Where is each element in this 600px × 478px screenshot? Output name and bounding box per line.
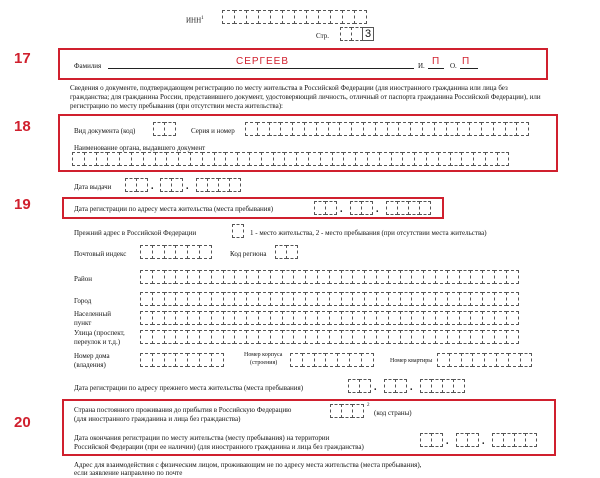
intro-text: Сведения о документе, подтверждающем регистрацию по месту жительства в Российской Федерации (для иностранного гражданина или лица без гражданства; для гражданина России, представившего документ, удостоверяющий личность, отличный от паспорта гражданина Российской Федерации), или регистрацию по месту пребывания (при отсутствии места жительства): xyxy=(70,84,541,110)
prev-reg-day-cells[interactable] xyxy=(348,379,370,393)
building-cells[interactable] xyxy=(290,353,373,367)
marker-20: 20 xyxy=(14,414,31,431)
footer-line-2: если заявление направлено по почте xyxy=(74,469,183,477)
country-sup: 2 xyxy=(367,403,370,408)
input-cell[interactable] xyxy=(453,379,465,393)
input-cell[interactable] xyxy=(506,330,519,344)
reg-date-label: Дата регистрации по адресу места жительства (места пребывания) xyxy=(74,205,274,213)
page-number: 3 xyxy=(365,28,372,40)
end-reg-day-cells[interactable] xyxy=(420,433,442,447)
street-label-2: переулок и т.д.) xyxy=(74,338,121,346)
reg-year-cells[interactable] xyxy=(386,201,430,215)
page-cells xyxy=(340,27,373,41)
input-cell[interactable] xyxy=(516,122,529,136)
name-initial-label: И. xyxy=(418,62,425,70)
country-code-cells[interactable] xyxy=(330,404,363,418)
house-label-1: Номер дома xyxy=(74,352,110,360)
issue-month-cells[interactable] xyxy=(160,178,182,192)
issue-day-cells[interactable] xyxy=(125,178,147,192)
input-cell[interactable] xyxy=(354,10,367,24)
input-cell[interactable] xyxy=(199,245,212,259)
input-cell[interactable] xyxy=(525,433,537,447)
prev-address-label: Прежний адрес в Российской Федерации xyxy=(74,229,197,237)
region-label: Код региона xyxy=(230,250,267,258)
prev-reg-month-cells[interactable] xyxy=(384,379,406,393)
country-code-hint: (код страны) xyxy=(374,409,412,417)
input-cell[interactable] xyxy=(497,152,510,166)
input-cell[interactable] xyxy=(229,178,241,192)
prev-reg-date-label: Дата регистрации по адресу прежнего места жительства (места пребывания) xyxy=(74,384,304,392)
input-cell[interactable] xyxy=(506,311,519,325)
house-cells[interactable] xyxy=(140,353,223,367)
locality-cells[interactable] xyxy=(140,311,518,325)
series-cells[interactable] xyxy=(245,122,528,136)
input-cell[interactable] xyxy=(232,224,244,238)
input-cell[interactable] xyxy=(431,433,443,447)
surname-label: Фамилия xyxy=(74,62,102,70)
prev-address-type-cell[interactable] xyxy=(232,224,243,238)
name-initial-value: П xyxy=(432,56,441,67)
region-cells[interactable] xyxy=(275,245,297,259)
street-label-1: Улица (проспект, xyxy=(74,329,125,337)
district-label: Район xyxy=(74,275,92,283)
locality-label-2: пункт xyxy=(74,319,92,327)
issuer-cells[interactable] xyxy=(72,152,508,166)
city-cells[interactable] xyxy=(140,292,518,306)
input-cell[interactable] xyxy=(467,433,479,447)
district-cells[interactable] xyxy=(140,270,518,284)
input-cell[interactable] xyxy=(164,122,176,136)
doc-type-cells[interactable] xyxy=(153,122,175,136)
input-cell[interactable] xyxy=(361,353,374,367)
input-cell[interactable] xyxy=(352,404,364,418)
issue-year-cells[interactable] xyxy=(196,178,240,192)
input-cell[interactable] xyxy=(520,353,533,367)
building-label-2: (строения) xyxy=(250,360,278,366)
country-label-2: (для иностранного гражданина и лица без гражданства) xyxy=(74,415,241,423)
postal-label: Почтовый индекс xyxy=(74,250,127,258)
marker-17: 17 xyxy=(14,50,31,67)
input-cell[interactable] xyxy=(506,270,519,284)
footer-line-1: Адрес для взаимодействия с физическим лицом, проживающим не по адресу места жительства (места пребывания), xyxy=(74,461,422,469)
input-cell[interactable] xyxy=(171,178,183,192)
input-cell[interactable] xyxy=(325,201,337,215)
prev-reg-year-cells[interactable] xyxy=(420,379,464,393)
patronymic-label: О. xyxy=(450,62,457,70)
patronymic-value: П xyxy=(462,56,471,67)
apartment-cells[interactable] xyxy=(437,353,531,367)
input-cell[interactable] xyxy=(361,201,373,215)
building-label-1: Номер корпуса xyxy=(244,352,283,358)
input-cell[interactable] xyxy=(359,379,371,393)
locality-label-1: Населенный xyxy=(74,310,112,318)
postal-cells[interactable] xyxy=(140,245,211,259)
issue-date-label: Дата выдачи xyxy=(74,183,112,191)
inn-cells[interactable] xyxy=(222,10,366,24)
end-reg-label-1: Дата окончания регистрации по месту жительства (месту пребывания) на территории xyxy=(74,434,330,442)
end-reg-year-cells[interactable] xyxy=(492,433,536,447)
input-cell[interactable] xyxy=(211,353,224,367)
date-separator: . xyxy=(410,382,413,393)
reg-month-cells[interactable] xyxy=(350,201,372,215)
date-separator: . xyxy=(376,204,379,215)
apartment-label: Номер квартиры xyxy=(390,358,433,364)
marker-18: 18 xyxy=(14,118,31,135)
input-cell[interactable] xyxy=(506,292,519,306)
surname-value: СЕРГЕЕВ xyxy=(236,56,289,67)
page-label: Стр. xyxy=(316,32,329,40)
street-cells[interactable] xyxy=(140,330,518,344)
reg-day-cells[interactable] xyxy=(314,201,336,215)
input-cell[interactable] xyxy=(395,379,407,393)
date-separator: . xyxy=(151,181,154,192)
prev-address-hint: 1 - место жительства, 2 - место пребывания (при отсутствии места жительства) xyxy=(250,229,487,237)
doc-type-label: Вид документа (код) xyxy=(74,127,136,135)
date-separator: . xyxy=(374,382,377,393)
date-separator: . xyxy=(340,204,343,215)
country-label-1: Страна постоянного проживания до прибытия в Российскую Федерацию xyxy=(74,406,292,414)
date-separator: . xyxy=(186,181,189,192)
house-label-2: (владения) xyxy=(74,361,106,369)
series-label: Серия и номер xyxy=(191,127,235,135)
city-label: Город xyxy=(74,297,92,305)
inn-label: ИНН$^1$ xyxy=(186,16,204,25)
input-cell[interactable] xyxy=(419,201,431,215)
date-separator: . xyxy=(482,436,485,447)
input-cell[interactable] xyxy=(136,178,148,192)
end-reg-label-2: Российской Федерации (при ее наличии) (для иностранного гражданина и лица без гражданства) xyxy=(74,443,364,451)
end-reg-month-cells[interactable] xyxy=(456,433,478,447)
date-separator: . xyxy=(446,436,449,447)
input-cell[interactable] xyxy=(286,245,298,259)
issuer-label: Наименование органа, выдавшего документ xyxy=(74,144,206,152)
marker-19: 19 xyxy=(14,196,31,213)
